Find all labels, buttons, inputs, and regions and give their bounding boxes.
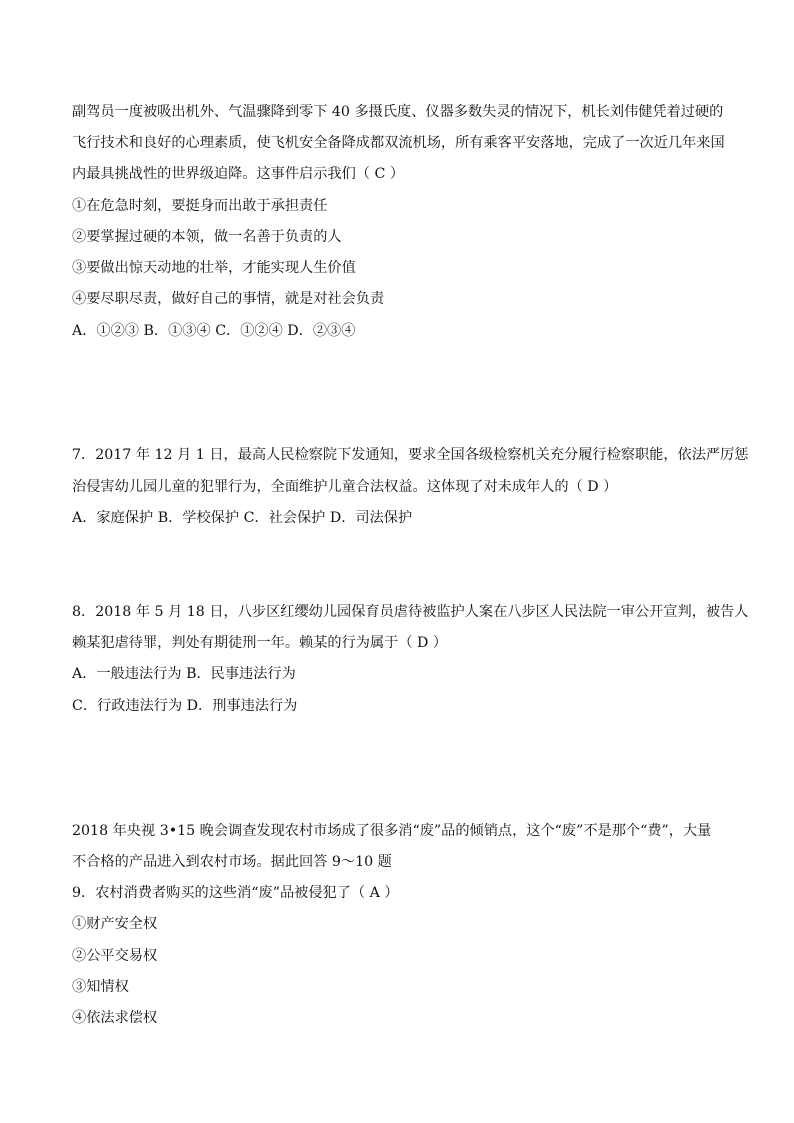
q6-stem-line-3: 内最具挑战性的世界级迫降。这事件启示我们（ C ）: [72, 166, 405, 182]
q6-stem-line-1: 副驾员一度被吸出机外、气温骤降到零下 40 多摄氏度、仪器多数失灵的情况下，机长刘伟健凭着过硬的: [72, 104, 724, 120]
q9-stem: 9．农村消费者购买的这些消“废”品被侵犯了（ A ）: [72, 885, 399, 901]
q8-stem-line-1: 8．2018 年 5 月 18 日，八步区红缨幼儿园保育员虐待被监护人案在八步区人民法院一审公开宣判，被告人: [72, 604, 749, 620]
q7-stem-line-2: 治侵害幼儿园儿童的犯罪行为，全面维护儿童合法权益。这体现了对未成年人的（ D ）: [72, 479, 618, 495]
q6-statement-3: ③要做出惊天动地的壮举，才能实现人生价值: [72, 260, 356, 276]
q7-stem-line-1: 7．2017 年 12 月 1 日，最高人民检察院下发通知，要求全国各级检察机关充分履行检察职能，依法严厉惩: [72, 447, 749, 463]
q9-statement-2: ②公平交易权: [72, 948, 158, 964]
material-line-1: 2018 年央视 3•15 晚会调查发现农村市场成了很多消“废”品的倾销点，这个“废”不是那个“费”，大量: [72, 823, 712, 839]
q9-statement-1: ①财产安全权: [72, 916, 158, 932]
q9-statement-4: ④依法求偿权: [72, 1010, 158, 1026]
q6-stem-line-2: 飞行技术和良好的心理素质，使飞机安全备降成都双流机场，所有乘客平安落地，完成了一次近几年来国: [72, 135, 725, 151]
q8-stem-line-2: 赖某犯虐待罪，判处有期徒刑一年。赖某的行为属于（ D ）: [72, 635, 448, 651]
q6-statement-1: ①在危急时刻，要挺身而出敢于承担责任: [72, 198, 328, 214]
q6-options: A．①②③ B．①③④ C．①②④ D．②③④: [72, 323, 356, 339]
q7-options: A．家庭保护 B．学校保护 C．社会保护 D．司法保护: [72, 510, 413, 526]
material-line-2: 不合格的产品进入到农村市场。据此回答 9～10 题: [72, 854, 392, 870]
q8-options-line-1: A．一般违法行为 B．民事违法行为: [72, 666, 296, 682]
q9-statement-3: ③知情权: [72, 979, 129, 995]
q8-options-line-2: C．行政违法行为 D．刑事违法行为: [72, 698, 298, 714]
q6-statement-4: ④要尽职尽责，做好自己的事情，就是对社会负责: [72, 291, 385, 307]
q6-statement-2: ②要掌握过硬的本领，做一名善于负责的人: [72, 229, 342, 245]
